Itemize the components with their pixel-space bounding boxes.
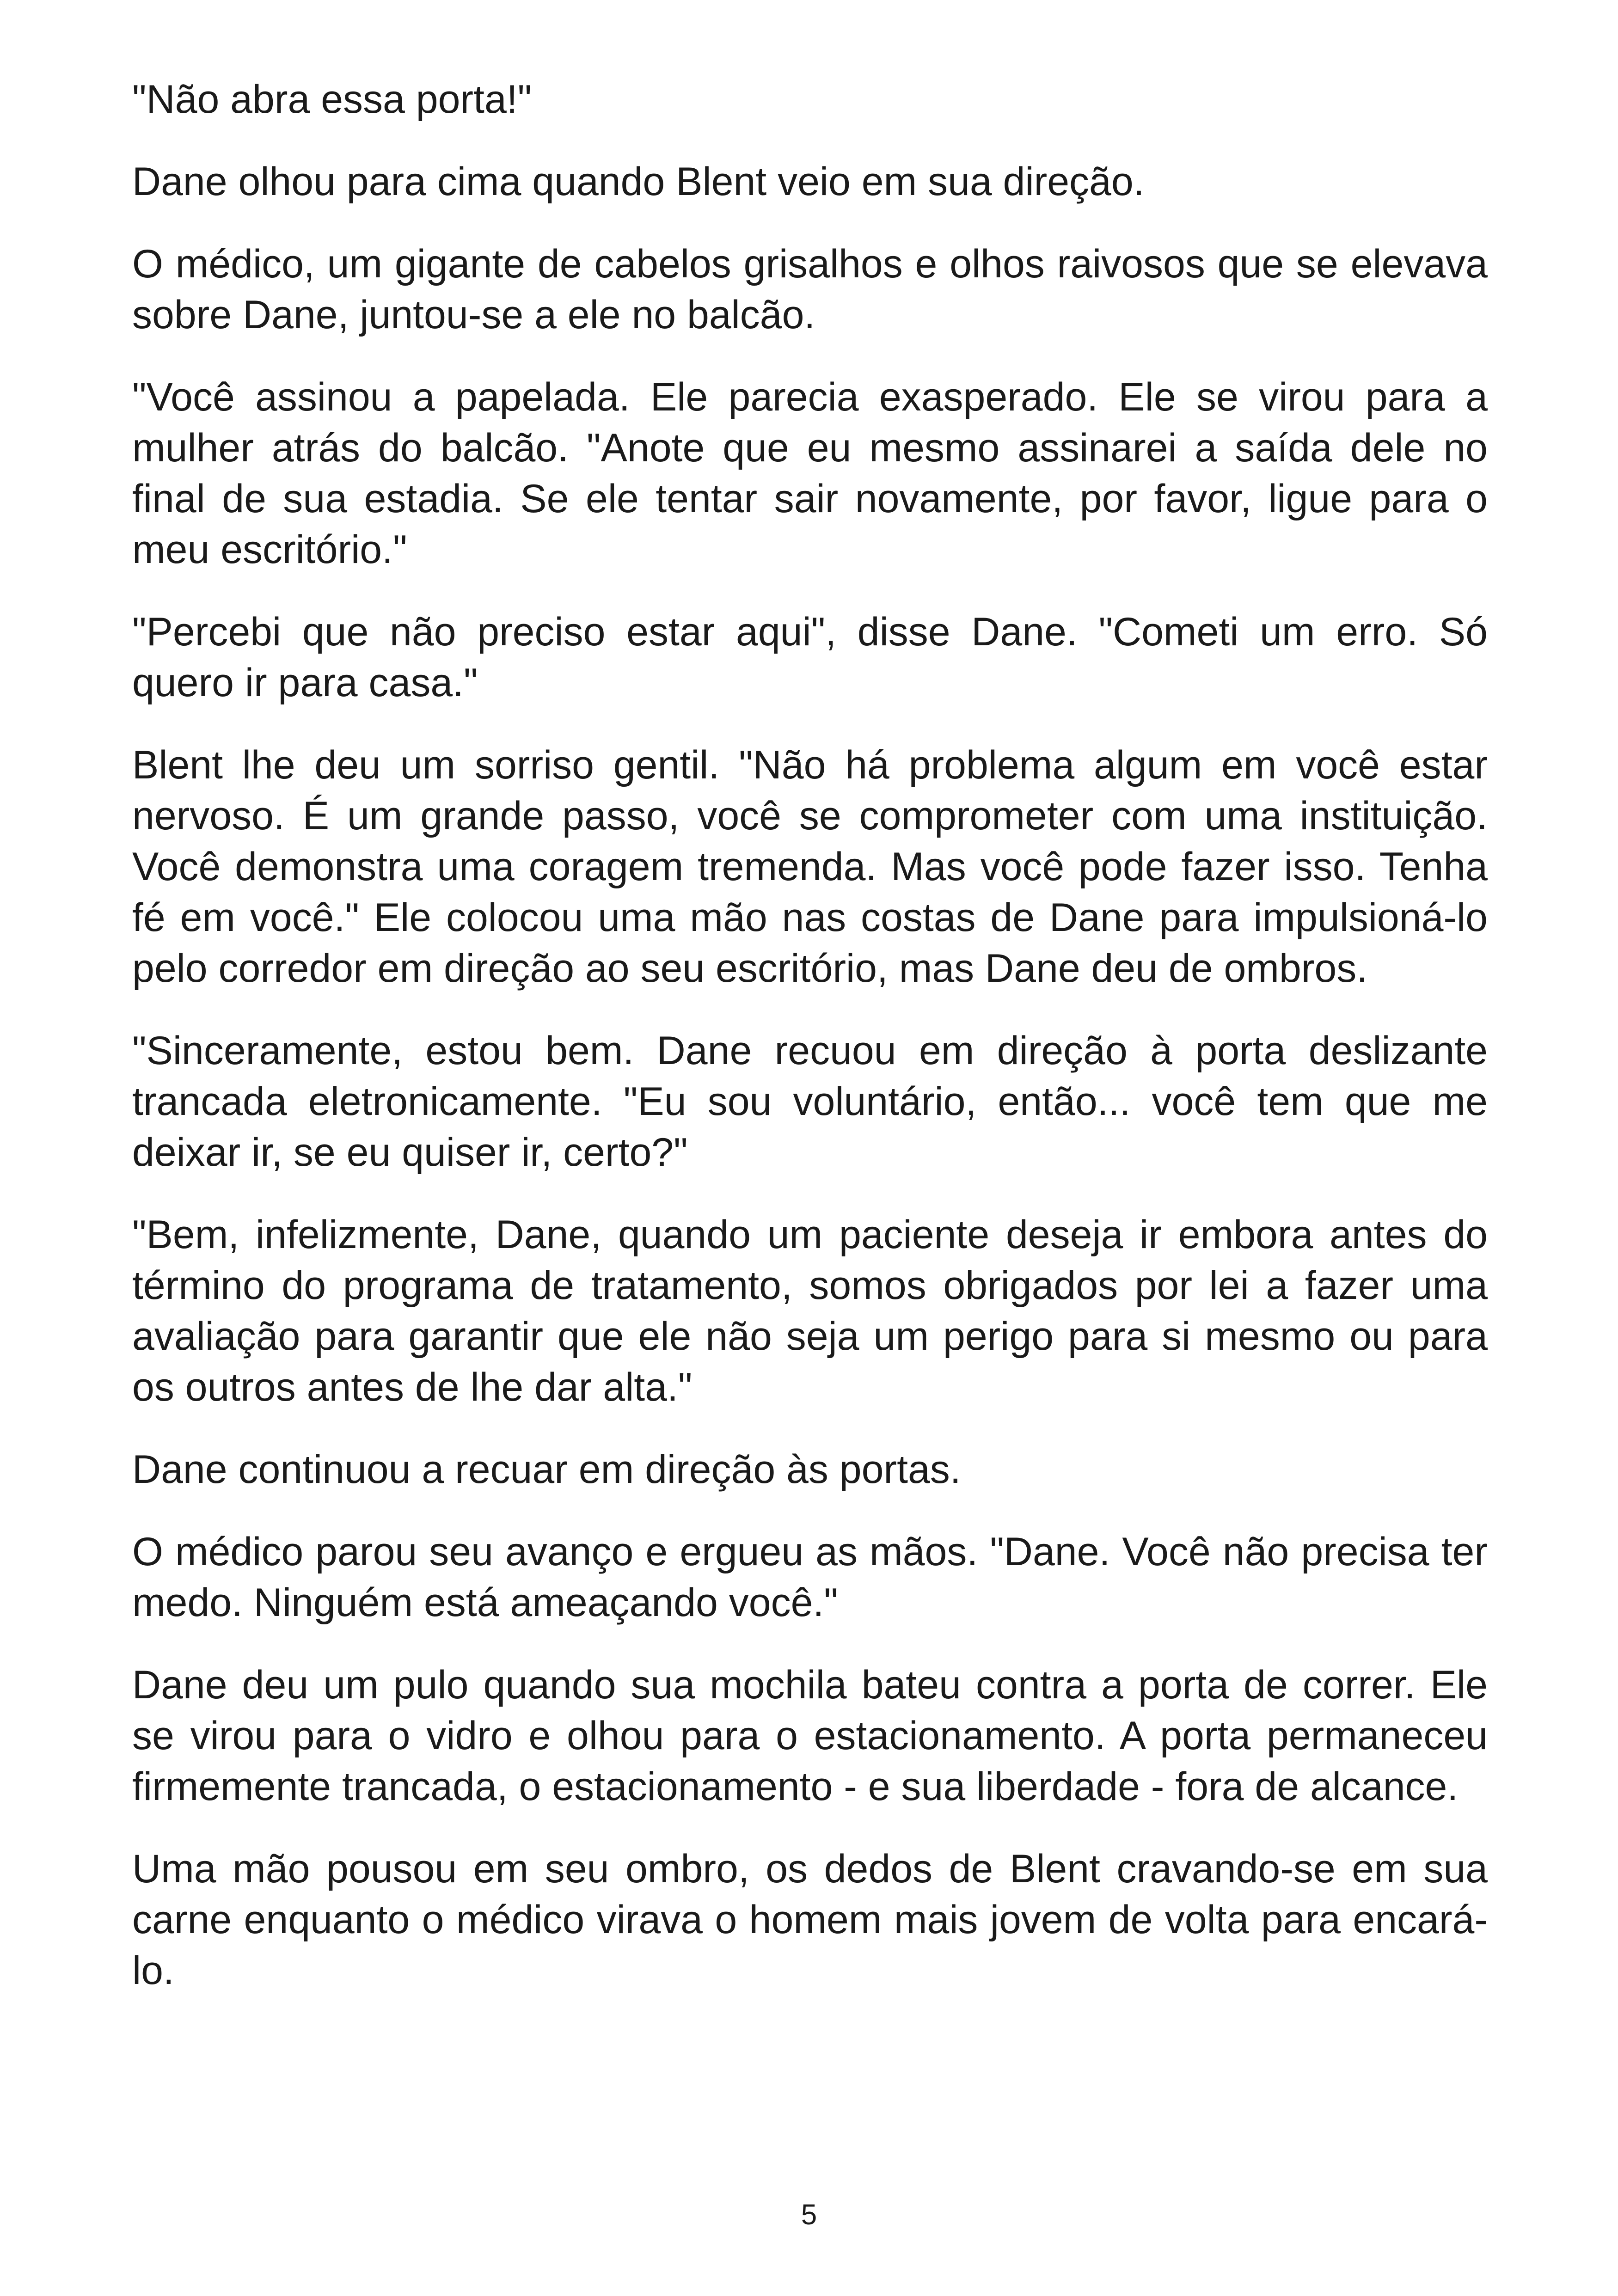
paragraph: Dane continuou a recuar em direção às portas. bbox=[132, 1447, 961, 1492]
paragraph: "Sinceramente, estou bem. Dane recuou em direção à porta deslizante trancada eletronicamente. "Eu sou voluntário, então... você tem que me deixar ir, se eu quiser ir, certo?" bbox=[132, 1029, 1488, 1175]
body-text bbox=[132, 74, 1488, 2027]
paragraph: "Percebi que não preciso estar aqui", disse Dane. "Cometi um erro. Só quero ir para casa." bbox=[132, 610, 1488, 705]
paragraph: "Bem, infelizmente, Dane, quando um paciente deseja ir embora antes do término do programa de tratamento, somos obrigados por lei a fazer uma avaliação para garantir que ele não seja um perigo para si mesmo ou para os outros antes de lhe dar alta." bbox=[132, 1212, 1488, 1409]
paragraph: Dane deu um pulo quando sua mochila bateu contra a porta de correr. Ele se virou para o vidro e olhou para o estacionamento. A porta permaneceu firmemente trancada, o estacionamento - e sua liberdade - fora de alcance. bbox=[132, 1663, 1488, 1809]
paragraph: "Não abra essa porta!" bbox=[132, 77, 532, 122]
paragraph: "Você assinou a papelada. Ele parecia exasperado. Ele se virou para a mulher atrás do balcão. "Anote que eu mesmo assinarei a saída dele no final de sua estadia. Se ele tentar sair novamente, por favor, ligue para o meu escritório." bbox=[132, 375, 1488, 572]
page-number: 5 bbox=[801, 2199, 817, 2231]
paragraph: Uma mão pousou em seu ombro, os dedos de Blent cravando-se em sua carne enquanto o médico virava o homem mais jovem de volta para encará-lo. bbox=[132, 1847, 1488, 1993]
paragraph: O médico parou seu avanço e ergueu as mãos. "Dane. Você não precisa ter medo. Ninguém está ameaçando você." bbox=[132, 1530, 1488, 1625]
paragraph: Blent lhe deu um sorriso gentil. "Não há problema algum em você estar nervoso. É um grande passo, você se comprometer com uma instituição. Você demonstra uma coragem tremenda. Mas você pode fazer isso. Tenha fé em você." Ele colocou uma mão nas costas de Dane para impulsioná-lo pelo corredor em direção ao seu escritório, mas Dane deu de ombros. bbox=[132, 743, 1488, 991]
paragraph: Dane olhou para cima quando Blent veio em sua direção. bbox=[132, 159, 1145, 204]
paragraph: O médico, um gigante de cabelos grisalhos e olhos raivosos que se elevava sobre Dane, juntou-se a ele no balcão. bbox=[132, 242, 1488, 337]
